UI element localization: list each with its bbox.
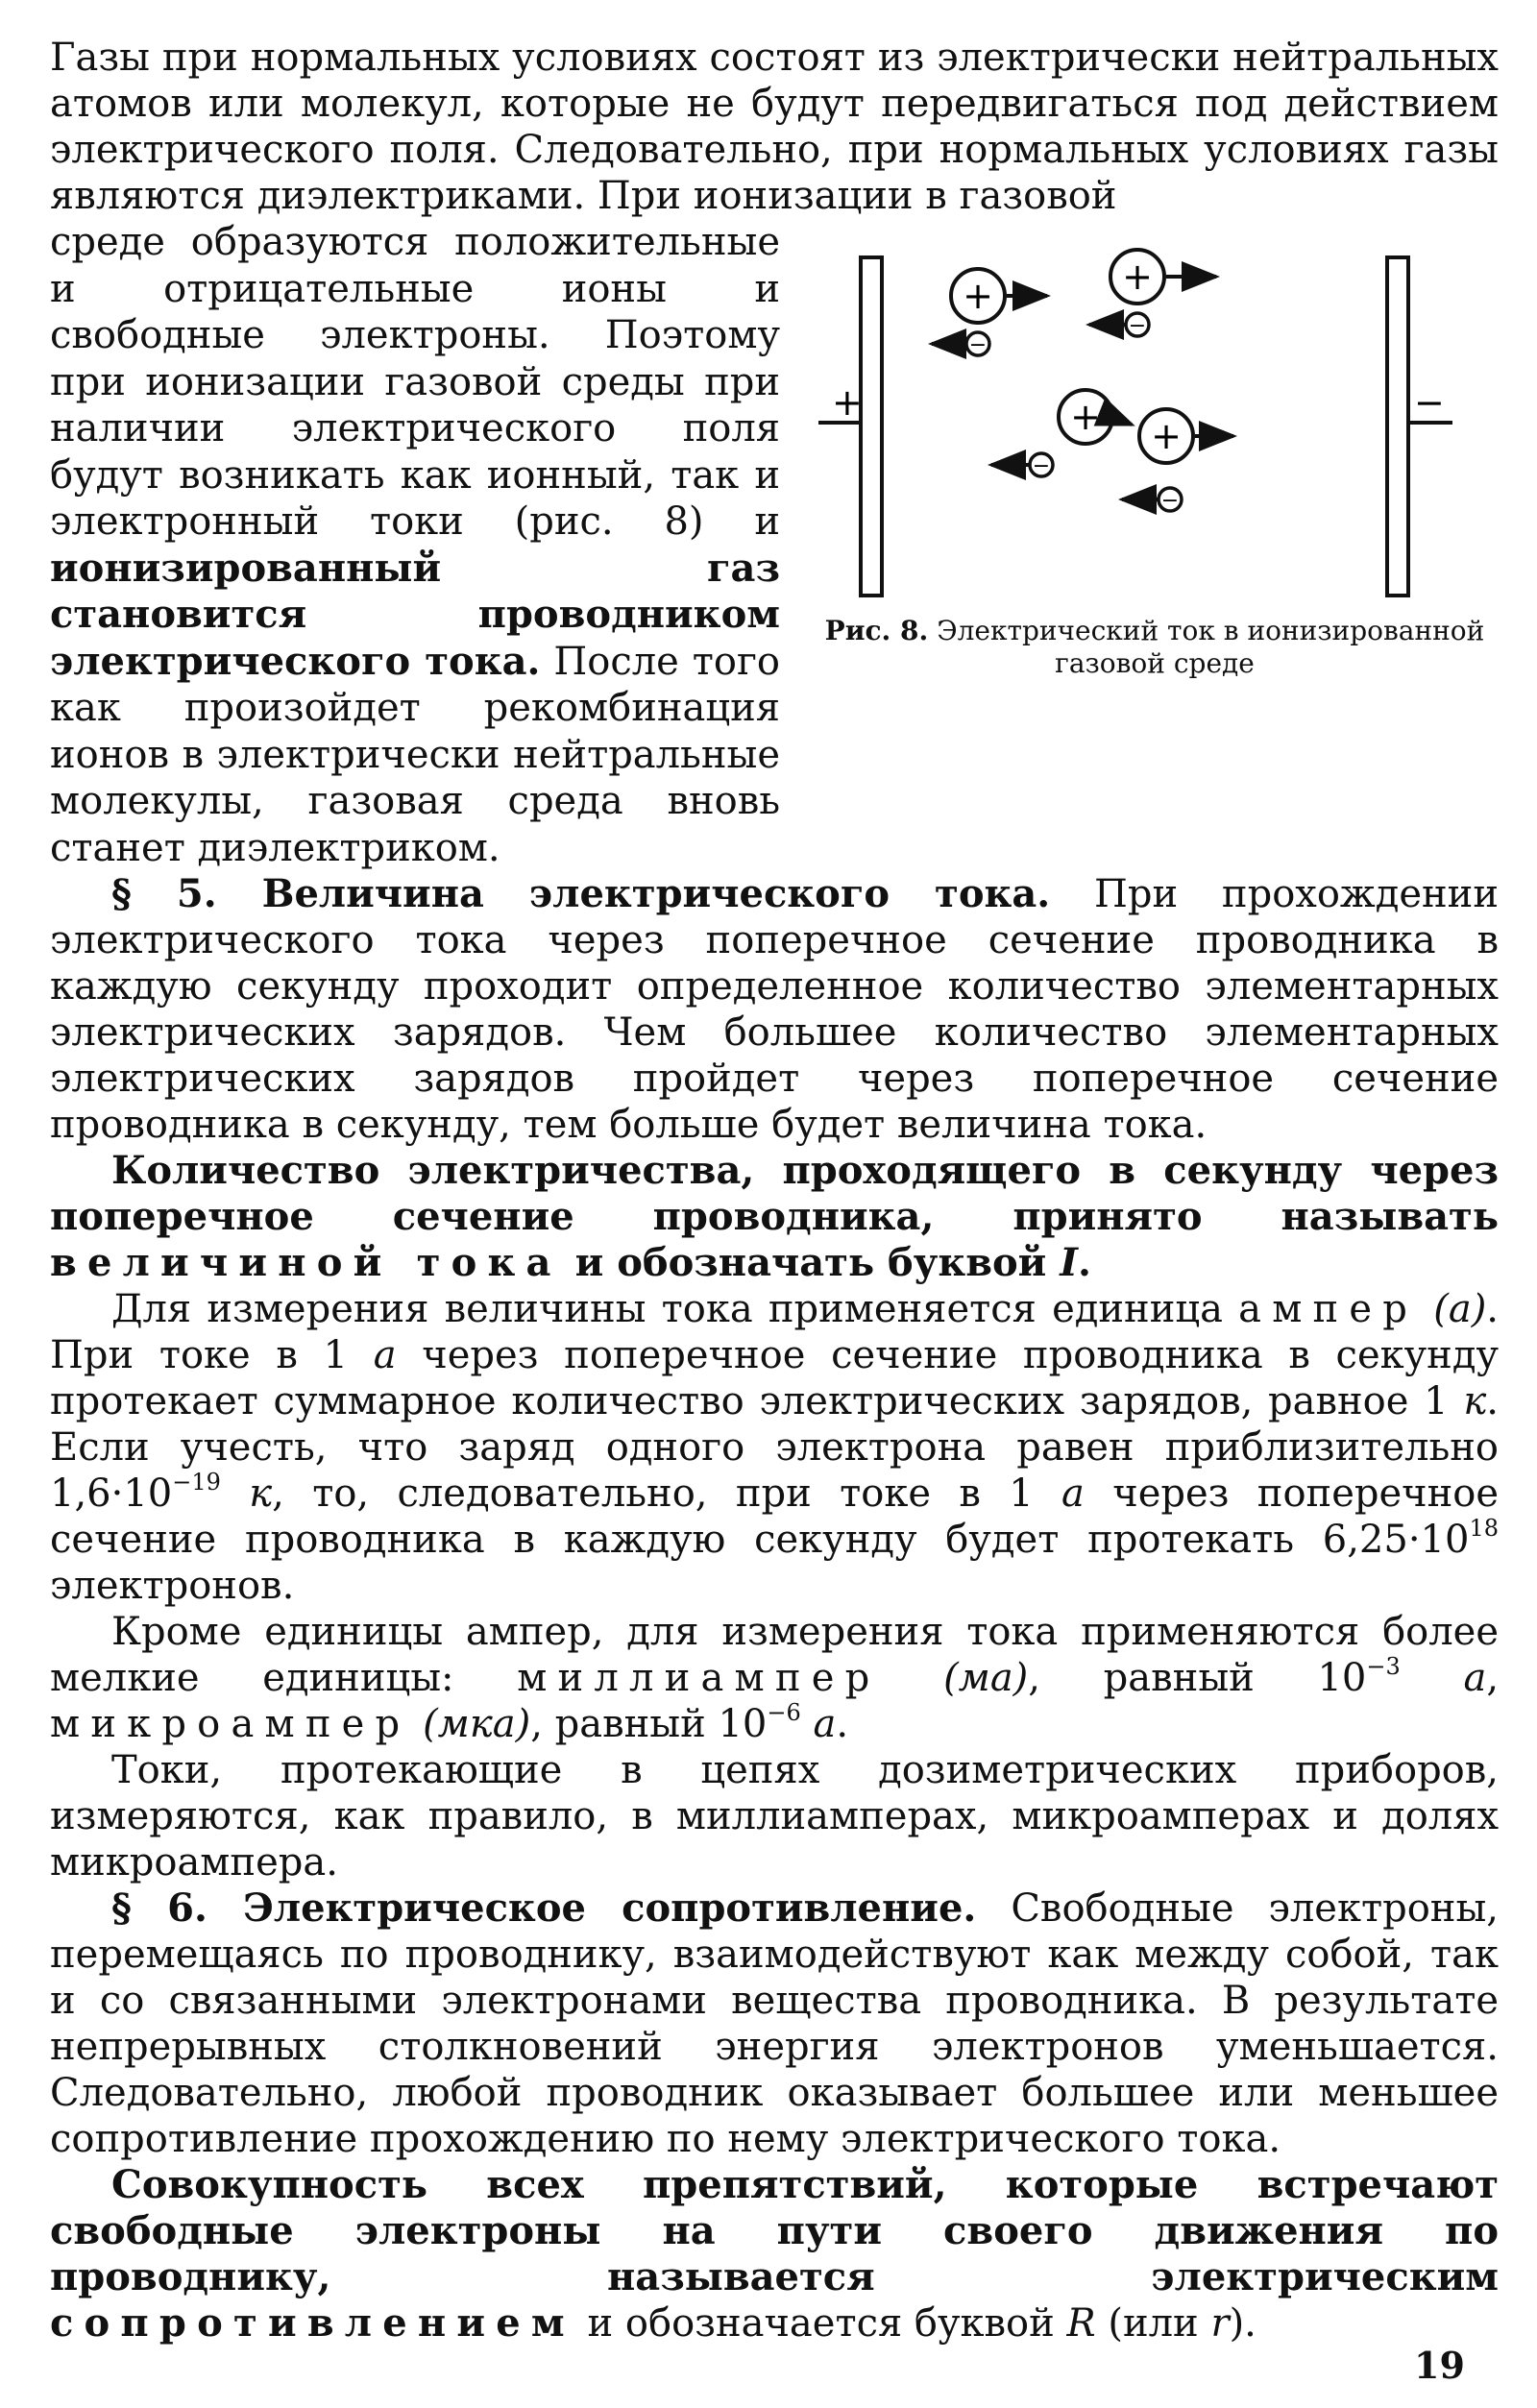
page-content bbox=[50, 35, 1499, 2347]
text: . bbox=[1078, 1240, 1091, 1285]
positive-ion bbox=[1139, 409, 1233, 463]
figure-side-text bbox=[50, 219, 780, 871]
text: . bbox=[836, 1702, 849, 1746]
electron-symbol: − bbox=[1128, 314, 1147, 338]
page-number: 19 bbox=[1414, 2344, 1465, 2387]
exponent: −3 bbox=[1366, 1653, 1401, 1681]
plus-sign: + bbox=[832, 381, 863, 424]
caption-text: Электрический ток в ионизированной газовой среде bbox=[937, 615, 1485, 679]
exponent: −19 bbox=[172, 1469, 221, 1496]
electron bbox=[932, 332, 989, 357]
positive-ion bbox=[1059, 390, 1132, 444]
text: , то, следовательно, при токе в 1 bbox=[272, 1472, 1034, 1516]
figure-wrap bbox=[50, 219, 1499, 871]
text: Кроме единицы ампер, для измерения тока применяются более мелкие единицы: bbox=[50, 1610, 1499, 1700]
paragraph-ampere bbox=[50, 1286, 1499, 1609]
text: и обозначать буквой bbox=[574, 1240, 1047, 1285]
text: , равный 10 bbox=[530, 1702, 768, 1746]
positive-plate bbox=[861, 257, 882, 596]
symbol-I: I bbox=[1060, 1240, 1079, 1285]
text: ). bbox=[1229, 2301, 1256, 2346]
text: (или bbox=[1108, 2301, 1199, 2346]
electron-symbol: − bbox=[968, 333, 988, 357]
unit: а bbox=[373, 1333, 397, 1377]
paragraph-section-6 bbox=[50, 1885, 1499, 2162]
electron bbox=[991, 453, 1053, 478]
text: При прохождении электрического тока через поперечное сечение проводника в каждую секунду проходит определенное количество элементарных электрических зарядов. Чем большее количество элементарных электрических зарядов пройдет через поперечное сечение проводника в секунду, тем больше будет величина тока. bbox=[50, 872, 1500, 1147]
unit: (а) bbox=[1433, 1287, 1487, 1331]
unit: к bbox=[1463, 1379, 1487, 1423]
electron bbox=[1122, 488, 1182, 513]
caption-label: Рис. 8. bbox=[824, 615, 929, 646]
paragraph-section-5 bbox=[50, 871, 1499, 1148]
term-current: величиной тока bbox=[50, 1240, 562, 1285]
text: электронов. bbox=[50, 1564, 295, 1608]
ion-symbol: + bbox=[1151, 415, 1182, 457]
minus-sign: − bbox=[1414, 381, 1445, 424]
paragraph-resistance-definition bbox=[50, 2162, 1499, 2347]
text: и обозначается буквой bbox=[587, 2301, 1055, 2346]
text: Количество электричества, проходящего в секунду через поперечное сечение проводника, принято называть bbox=[50, 1148, 1499, 1239]
ion-symbol: + bbox=[1122, 255, 1153, 298]
text: Совокупность всех препятствий, которые встречают свободные электроны на пути своего движения по проводнику, называется электрическим bbox=[50, 2162, 1499, 2299]
text: Свободные электроны, перемещаясь по проводнику, взаимодействуют как между собой, так и со связанными электронами вещества проводника. В результате непрерывных столкновений энергия электронов уменьшается. Следовательно, любой проводник оказывает большее или меньшее сопротивление прохождению по нему электрического тока. bbox=[50, 1886, 1499, 2161]
unit: а bbox=[1463, 1656, 1487, 1700]
positive-ion bbox=[1110, 250, 1216, 304]
ion-symbol: + bbox=[1070, 396, 1101, 438]
term-milliampere: миллиампер bbox=[517, 1656, 881, 1700]
paragraph-gases-intro bbox=[50, 35, 1499, 219]
ionized-gas-diagram bbox=[818, 219, 1491, 603]
negative-plate bbox=[1387, 257, 1408, 596]
unit: а bbox=[1061, 1472, 1085, 1516]
paragraph-dosimeter bbox=[50, 1747, 1499, 1885]
unit: а bbox=[813, 1702, 837, 1746]
electron bbox=[1089, 313, 1149, 338]
term-microampere: микроампер bbox=[50, 1702, 411, 1746]
unit: (ма) bbox=[943, 1656, 1029, 1700]
section-5-title: § 5. Величина электрического тока. bbox=[111, 871, 1051, 916]
text: , bbox=[1486, 1656, 1500, 1700]
positive-ion bbox=[951, 269, 1047, 323]
bold-statement: ионизированный газ становится проводником электрического тока. bbox=[50, 545, 780, 684]
ion-symbol: + bbox=[963, 275, 993, 317]
unit: (мка) bbox=[423, 1702, 531, 1746]
text: через поперечное сечение проводника в секунду протекает суммарное количество электрических зарядов, равное 1 bbox=[50, 1333, 1499, 1423]
exponent: 18 bbox=[1469, 1515, 1499, 1543]
text: Газы при нормальных условиях состоят из электрически нейтральных атомов или молекул, которые не будут передвигаться под действием электрического поля. Следовательно, при нормальных условиях газы являются диэлектриками. При ионизации в газовой bbox=[50, 36, 1499, 218]
exponent: −6 bbox=[767, 1699, 801, 1727]
text: через поперечное сечение проводника в каждую секунду будет протекать 6,25·10 bbox=[50, 1472, 1500, 1562]
symbol-r: r bbox=[1210, 2301, 1230, 2346]
text: . При токе в 1 bbox=[50, 1287, 1500, 1377]
term-resistance: сопротивлением bbox=[50, 2300, 575, 2346]
paragraph-ionization bbox=[50, 219, 780, 871]
text: Токи, протекающие в цепях дозиметрических приборов, измеряются, как правило, в миллиамперах, микроамперах и долях микроампера. bbox=[50, 1748, 1499, 1885]
text: , равный 10 bbox=[1028, 1656, 1367, 1700]
figure-caption bbox=[818, 615, 1491, 680]
text: . Если учесть, что заряд одного электрона равен приблизительно 1,6·10 bbox=[50, 1379, 1500, 1516]
text: Для измерения величины тока применяется единица bbox=[111, 1287, 1223, 1331]
section-6-title: § 6. Электрическое сопротивление. bbox=[111, 1885, 977, 1931]
paragraph-units bbox=[50, 1609, 1499, 1747]
text: среде образуются положительные и отрицательные ионы и свободные электроны. Поэтому при ионизации газовой среды при наличии электрического поля будут возникать как ионный, так и электронный токи (рис. 8) и bbox=[50, 220, 780, 544]
term-ampere: ампер bbox=[1238, 1287, 1419, 1331]
unit: к bbox=[249, 1472, 273, 1516]
paragraph-current-definition bbox=[50, 1148, 1499, 1286]
figure-8 bbox=[818, 219, 1491, 680]
symbol-R: R bbox=[1066, 2301, 1096, 2346]
electron-symbol: − bbox=[1160, 489, 1180, 513]
text: После того как произойдет рекомбинация ионов в электрически нейтральные молекулы, газовая среда вновь станет диэлектриком. bbox=[50, 639, 781, 870]
electron-symbol: − bbox=[1032, 454, 1051, 478]
